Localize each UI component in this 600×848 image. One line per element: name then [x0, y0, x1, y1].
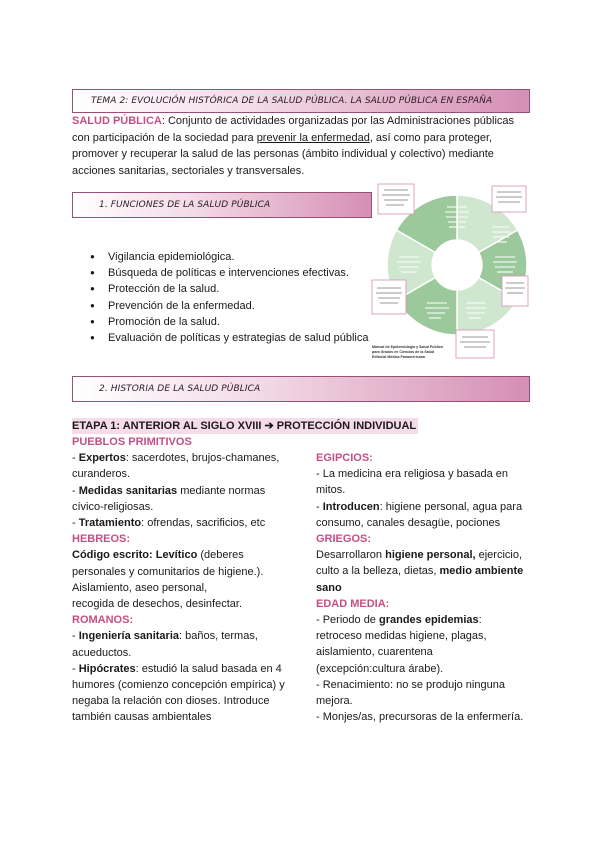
text-line: retroceso medidas higiene, plagas, — [316, 630, 487, 643]
definition-underlined: prevenir la enfermedad — [256, 131, 370, 144]
definition-term: SALUD PÚBLICA — [72, 115, 162, 127]
text-line: personales y comunitarios de higiene.). — [72, 565, 264, 578]
definition-line: promover y recuperar la salud de las personas (ámbito individual y colectivo) mediante — [72, 148, 494, 160]
text-line: negaba la relación con dioses. Introduce — [72, 695, 270, 708]
text-line: también causas ambientales — [72, 711, 212, 724]
text-line: - — [72, 662, 79, 675]
text-line: humores (comienzo concepción empírica) y — [72, 679, 285, 692]
text-line: Ingeniería sanitaria — [78, 630, 179, 643]
section2-banner — [72, 376, 530, 402]
section-heading-egipcios: EGIPCIOS: — [316, 452, 373, 464]
text-line: cívico-religiosas. — [72, 500, 154, 513]
text-line: culto a la belleza, dietas, — [316, 565, 440, 578]
section1-title: 1. FUNCIONES DE LA SALUD PÚBLICA — [99, 200, 271, 210]
text-line: - — [72, 517, 79, 530]
text-line: : ofrendas, sacrificios, etc — [141, 517, 266, 530]
text-line: consumo, canales desagüe, pociones — [316, 516, 501, 529]
text-line: acueductos. — [72, 646, 132, 659]
diagram-caption-line: Manual de Epidemiología y Salud Pública — [372, 345, 443, 349]
text-line: : — [478, 614, 482, 627]
text-line: Desarrollaron — [316, 549, 386, 562]
text-line: Introducen — [322, 500, 380, 513]
text-line: Código escrito: Levítico — [72, 549, 198, 562]
text-line: - La medicina era religiosa y basada en — [316, 468, 509, 481]
list-item: ● Evaluación de políticas y estrategias de salud pública — [88, 330, 369, 346]
definition-line: acciones sanitarias, sectoriales y transversales. — [72, 164, 305, 177]
text-line: aislamiento, cuarentena — [316, 646, 433, 659]
text-line: - Renacimiento: no se produjo ninguna — [316, 678, 505, 691]
text-line: Tratamiento — [78, 517, 142, 530]
text-line: mejora. — [316, 695, 353, 708]
list-item: ● Promoción de la salud. — [88, 314, 369, 330]
section-heading-romanos: ROMANOS: — [72, 614, 134, 627]
text-line: Aislamiento, aseo personal, — [72, 581, 208, 594]
definition-line: : Conjunto de actividades organizadas por las Administraciones públicas — [161, 115, 515, 127]
diagram-caption-line: para Grados en Ciencias de la Salud — [372, 350, 435, 354]
text-line: (excepción:cultura árabe). — [316, 662, 444, 675]
text-line: - — [316, 500, 323, 513]
text-line: - Monjes/as, precursoras de la enfermería. — [316, 711, 524, 724]
text-line: : sacerdotes, brujos-chamanes, — [125, 452, 280, 465]
text-line: - Periodo de — [316, 614, 379, 627]
text-line: higiene personal, — [385, 549, 476, 562]
etapa-heading — [72, 418, 418, 434]
history-right-column — [316, 450, 523, 725]
section-heading-pueblos: PUEBLOS PRIMITIVOS — [72, 436, 192, 448]
title-banner — [72, 89, 530, 113]
definition-line: , así como para proteger, — [369, 131, 493, 144]
functions-wheel-diagram — [370, 180, 530, 366]
list-item: ● Búsqueda de políticas e intervenciones efectivas. — [88, 265, 369, 281]
section1-banner — [72, 192, 372, 218]
text-line: : baños, termas, — [179, 630, 258, 643]
section-heading-edad-media: EDAD MEDIA: — [316, 597, 390, 610]
section-heading-hebreos: HEBREOS: — [72, 533, 131, 546]
functions-list — [88, 249, 369, 346]
text-line: Medidas sanitarias — [78, 484, 178, 497]
etapa-heading-text: ETAPA 1: ANTERIOR AL SIGLO XVIII ➔ PROTECCIÓN INDIVIDUAL — [72, 420, 417, 432]
text-line: - — [72, 630, 79, 643]
text-line: (deberes — [197, 549, 244, 562]
text-line: mediante normas — [177, 484, 266, 497]
section-heading-griegos: GRIEGOS: — [316, 533, 372, 546]
text-line: recogida de desechos, desinfectar. — [72, 598, 243, 611]
text-line: - — [72, 452, 79, 465]
list-item: ● Vigilancia epidemiológica. — [88, 249, 369, 265]
text-line: sano — [316, 581, 342, 594]
text-line: mitos. — [316, 484, 346, 497]
text-line: curanderos. — [72, 468, 131, 481]
page-title: TEMA 2: EVOLUCIÓN HISTÓRICA DE LA SALUD PÚBLICA. LA SALUD PÚBLICA EN ESPAÑA — [91, 96, 493, 106]
section2-title: 2. HISTORIA DE LA SALUD PÚBLICA — [99, 384, 261, 394]
history-left-column — [72, 434, 285, 726]
text-line: - — [72, 484, 79, 497]
diagram-caption-line: Editorial Médica Panamericana — [372, 355, 425, 359]
text-line: grandes epidemias — [378, 614, 479, 627]
text-line: : higiene personal, agua para — [379, 500, 523, 513]
definition-line: con participación de la sociedad para — [72, 131, 257, 144]
list-item: ● Prevención de la enfermedad. — [88, 298, 369, 314]
text-line: Hipócrates — [78, 662, 136, 675]
definition-paragraph — [72, 113, 532, 179]
list-item: ● Protección de la salud. — [88, 281, 369, 297]
text-line: ejercicio, — [475, 549, 523, 562]
text-line: Expertos — [78, 452, 126, 465]
text-line: medio ambiente — [439, 565, 524, 578]
text-line: : estudió la salud basada en 4 — [135, 662, 282, 675]
